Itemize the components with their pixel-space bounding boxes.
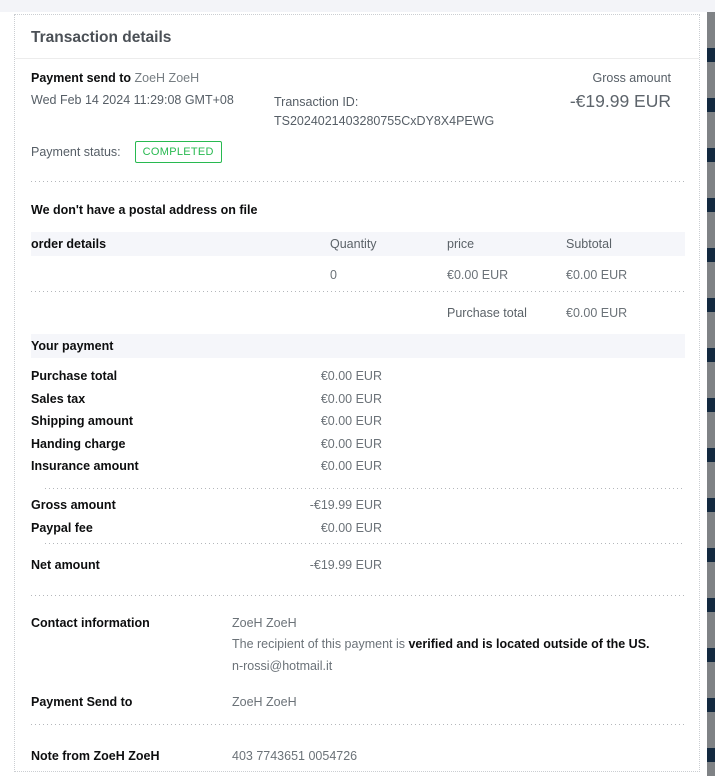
row-label: Net amount (31, 557, 100, 572)
contact-email: n-rossi@hotmail.it (232, 658, 333, 673)
row-value: €0.00 EUR (320, 436, 382, 451)
page-title: Transaction details (31, 29, 172, 46)
dotted-divider (45, 543, 685, 544)
page-top-strip (0, 0, 715, 12)
recipient-note-plain: The recipient of this payment is (232, 637, 409, 651)
order-subtotal-value: €0.00 EUR (566, 268, 628, 282)
payee-name: ZoeH ZoeH (134, 71, 200, 85)
payment-send-to-footer-label: Payment Send to (31, 695, 133, 709)
gross-amount-row (31, 497, 382, 513)
payment-send-to-section (31, 694, 685, 710)
purchase-total-value: €0.00 EUR (566, 306, 628, 320)
row-label: Purchase total (31, 369, 118, 383)
row-label: Shipping amount (31, 414, 134, 428)
order-price-value: €0.00 EUR (447, 268, 509, 282)
your-payment-title: Your payment (31, 339, 114, 353)
gross-amount-label: Gross amount (592, 71, 671, 85)
contact-name: ZoeH ZoeH (232, 615, 297, 630)
row-value: €0.00 EUR (320, 459, 382, 473)
row-value: -€19.99 EUR (309, 557, 382, 572)
row-value: €0.00 EUR (320, 369, 382, 383)
totals-section (31, 497, 685, 536)
row-label: Sales tax (31, 391, 86, 406)
dotted-divider (31, 724, 685, 725)
your-payment-band (31, 334, 685, 358)
order-table-header (31, 232, 685, 256)
row-value: €0.00 EUR (320, 520, 382, 535)
purchase-total-row (31, 305, 685, 321)
payment-send-to-footer-value: ZoeH ZoeH (232, 695, 297, 709)
gross-amount-value: -€19.99 EUR (569, 91, 671, 111)
order-details-header: order details (31, 237, 107, 251)
row-value: €0.00 EUR (320, 391, 382, 406)
payment-row-sales-tax (31, 391, 382, 407)
row-label: Paypal fee (31, 520, 93, 535)
subtotal-header: Subtotal (566, 237, 612, 251)
contact-information-details (232, 613, 685, 678)
dotted-divider (31, 595, 685, 596)
dotted-divider (31, 291, 685, 292)
transaction-datetime: Wed Feb 14 2024 11:29:08 GMT+08 (31, 93, 234, 107)
contact-information-label: Contact information (31, 615, 150, 630)
note-label: Note from ZoeH ZoeH (31, 749, 160, 763)
order-quantity-value: 0 (330, 268, 337, 282)
postal-address-note: We don't have a postal address on file (31, 203, 258, 217)
row-value: -€19.99 EUR (309, 498, 382, 512)
row-label: Insurance amount (31, 459, 139, 473)
order-table-row (31, 267, 685, 283)
row-label: Gross amount (31, 498, 116, 512)
quantity-header: Quantity (330, 237, 377, 251)
payment-status-row (31, 141, 685, 163)
purchase-total-label: Purchase total (447, 306, 527, 320)
payment-row-purchase-total (31, 368, 382, 384)
paypal-fee-row (31, 520, 382, 536)
status-badge: COMPLETED (135, 141, 222, 163)
transaction-details-panel (14, 14, 700, 772)
dotted-divider (45, 488, 685, 489)
dotted-divider (31, 181, 685, 182)
payment-send-to-label: Payment send to (31, 71, 132, 85)
note-value: 403 7743651 0054726 (232, 749, 358, 763)
row-value: €0.00 EUR (320, 414, 382, 428)
payment-row-handing-charge (31, 436, 382, 452)
recipient-note-bold: verified and is located outside of the US. (408, 637, 650, 651)
net-amount-row (31, 557, 382, 573)
payment-status-label: Payment status: (31, 144, 121, 159)
payment-row-shipping-amount (31, 413, 382, 429)
contact-information-section (31, 613, 685, 678)
note-section (31, 748, 685, 764)
payment-summary (31, 71, 685, 131)
payment-breakdown (31, 368, 685, 474)
price-header: price (447, 237, 475, 251)
payment-row-insurance-amount (31, 458, 382, 474)
recipient-verification-line (232, 634, 685, 656)
panel-content (15, 71, 699, 776)
payment-send-to-line (31, 71, 570, 86)
row-label: Handing charge (31, 436, 126, 451)
transaction-id: Transaction ID: TS2024021403280755CxDY8X4PEWG (274, 95, 495, 128)
panel-header (15, 15, 699, 59)
screen-edge-taskbar-strip[interactable] (707, 12, 715, 776)
